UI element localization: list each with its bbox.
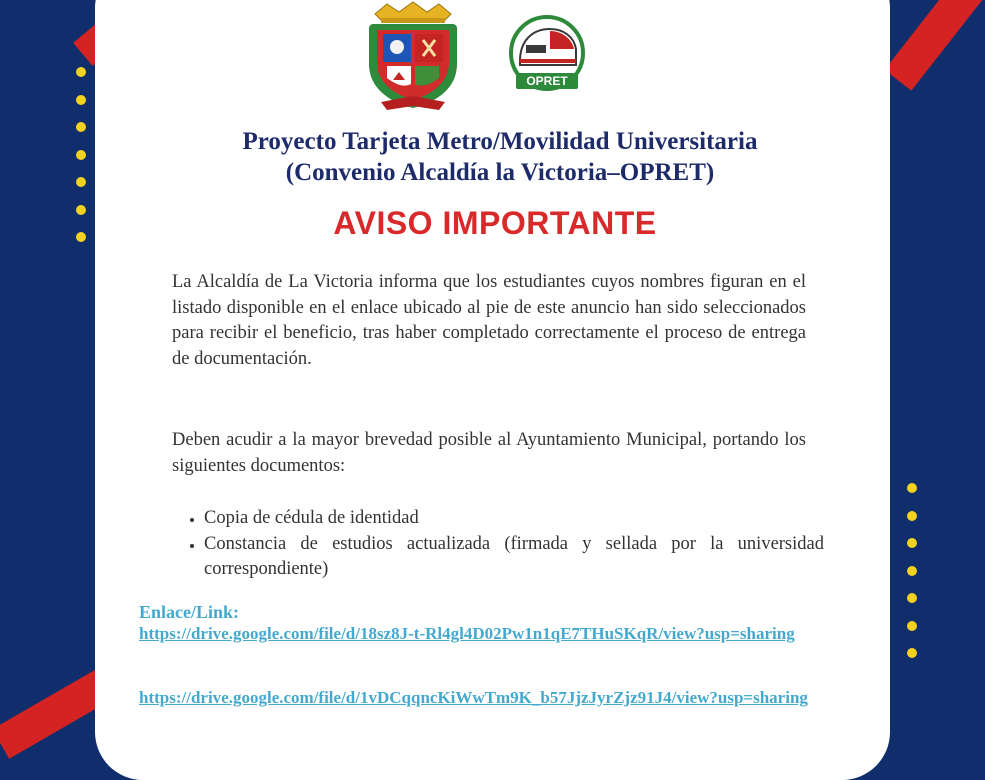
list-item: • Constancia de estudios actualizada (firmada y sellada por la universidad correspondiente) xyxy=(204,532,824,583)
opret-logo-text: OPRET xyxy=(526,74,568,88)
list-item: • Copia de cédula de identidad xyxy=(204,506,824,532)
drive-link-2[interactable]: https://drive.google.com/file/d/1vDCqqncKiWwTm9K_b57JjzJyrZjz91J4/view?usp=sharing xyxy=(139,688,808,707)
municipal-coat-of-arms-icon xyxy=(365,0,461,112)
announcement-paragraph-1: La Alcaldía de La Victoria informa que los estudiantes cuyos nombres figuran en el listado disponible en el enlace ubicado al pie de este anuncio han sido seleccionados para recibir el beneficio, tras haber completado correctamente el proceso de entrega de documentación. xyxy=(172,272,806,369)
required-documents-list xyxy=(186,506,824,583)
decor-dot xyxy=(76,67,86,77)
page-title-line1: Proyecto Tarjeta Metro/Movilidad Universitaria xyxy=(242,128,758,155)
decor-dot xyxy=(76,150,86,160)
decor-dots-right xyxy=(907,483,917,676)
decor-dots-left xyxy=(76,67,86,260)
decor-dot xyxy=(907,483,917,493)
decor-dot xyxy=(907,511,917,521)
announcement-paragraph-2: Deben acudir a la mayor brevedad posible al Ayuntamiento Municipal, portando los siguientes documentos: xyxy=(172,430,806,476)
decor-dot xyxy=(907,648,917,658)
decor-dot xyxy=(76,95,86,105)
important-notice-heading: AVISO IMPORTANTE xyxy=(333,205,657,241)
decor-dot xyxy=(76,122,86,132)
decor-dot xyxy=(76,232,86,242)
decor-dot xyxy=(76,205,86,215)
decor-dot xyxy=(907,621,917,631)
decor-stripe-top-right xyxy=(885,0,985,91)
link-label: Enlace/Link: xyxy=(139,602,240,622)
decor-dot xyxy=(907,538,917,548)
decor-dot xyxy=(907,593,917,603)
page-title-line2: (Convenio Alcaldía la Victoria–OPRET) xyxy=(285,159,715,186)
drive-link-1[interactable]: https://drive.google.com/file/d/18sz8J-t-Rl4gl4D02Pw1n1qE7THuSKqR/view?usp=sharing xyxy=(139,624,795,643)
announcement-card xyxy=(95,0,890,780)
decor-dot xyxy=(907,566,917,576)
decor-dot xyxy=(76,177,86,187)
